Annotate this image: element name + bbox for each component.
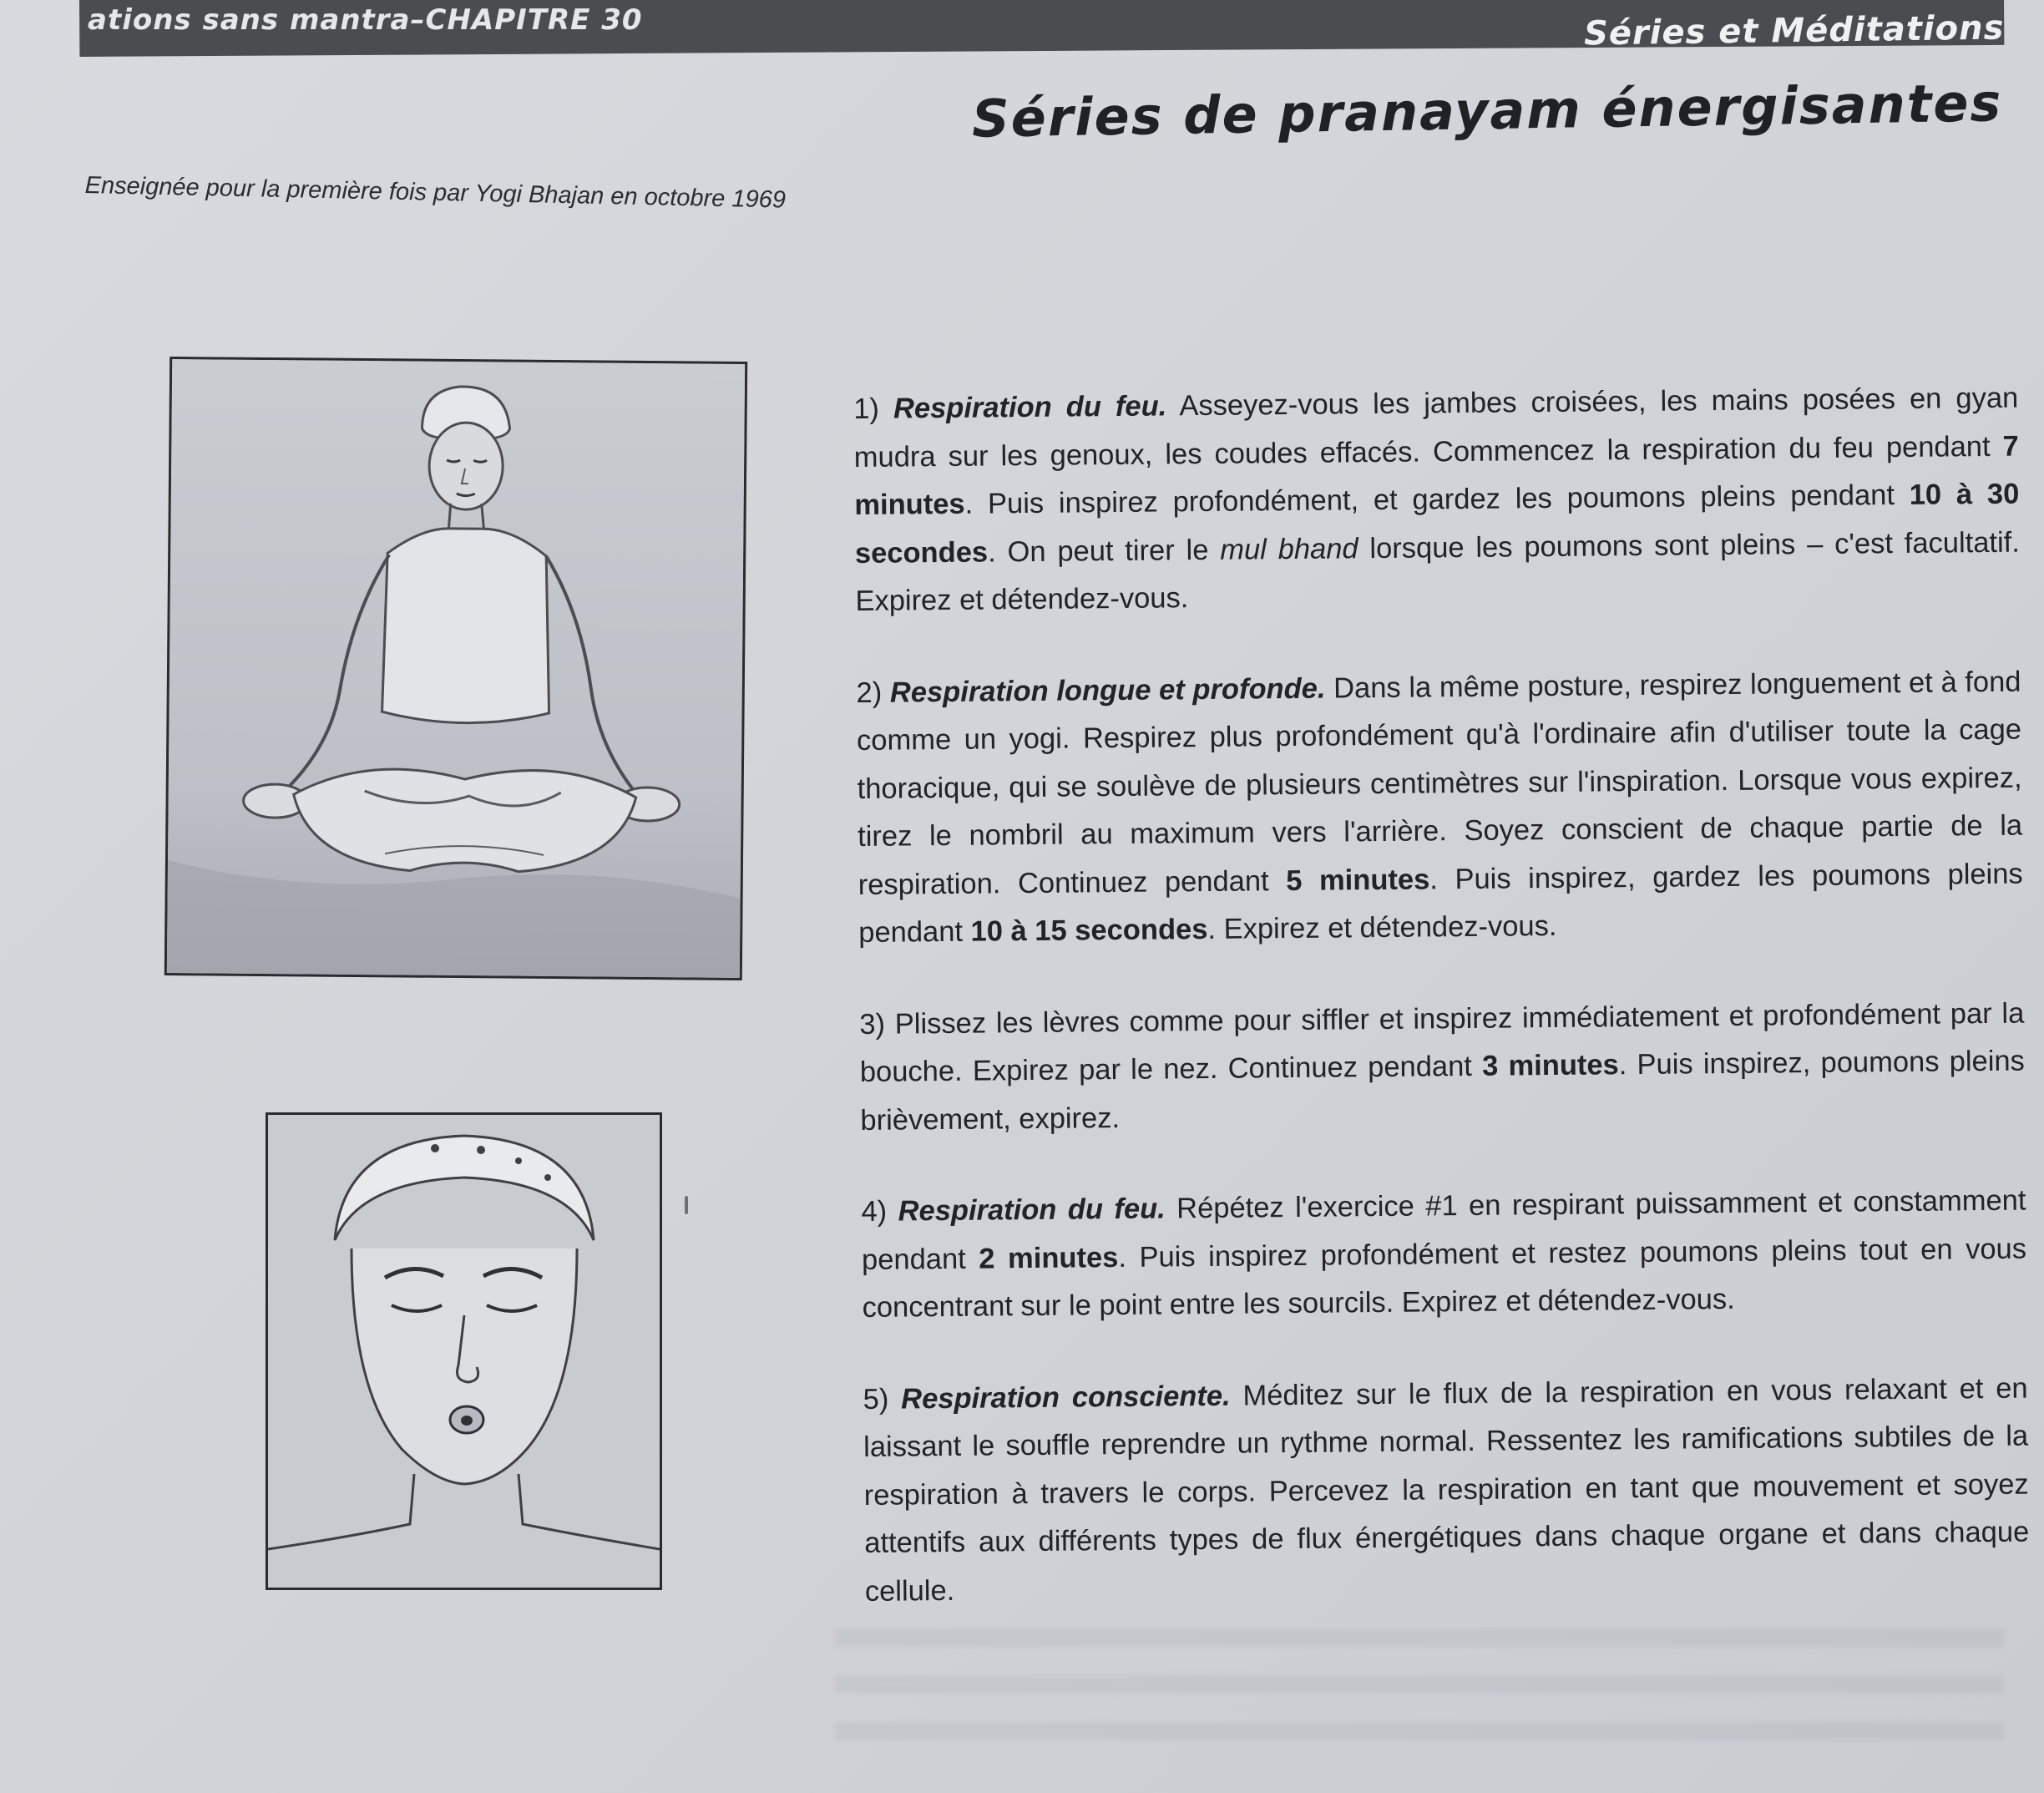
step-text: . Puis inspirez, gardez les poumons pleins pendant <box>858 858 2023 949</box>
duration: 5 minutes <box>1286 863 1430 897</box>
chapter-header: ations sans mantra–CHAPITRE 30 <box>88 3 643 37</box>
step-text: Plissez les lèvres comme pour siffler et inspirez immédiatement et profondément par la bouche. Expirez par le nez. Continuez pendant <box>859 997 2025 1088</box>
step-title: Respiration consciente. <box>901 1380 1231 1416</box>
duration: 2 minutes <box>979 1241 1119 1275</box>
step-text: lorsque les poumons sont pleins – c'est facultatif. Expirez et détendez-vous. <box>855 526 2021 617</box>
step-text: . Expirez et détendez-vous. <box>1207 909 1557 945</box>
step-4 <box>861 1178 2027 1333</box>
step-text: . Puis inspirez, poumons pleins brièvement, expirez. <box>860 1045 2025 1137</box>
section-header: Séries et Méditations <box>1583 8 2005 53</box>
page-subtitle: Enseignée pour la première fois par Yogi Bhajan en octobre 1969 <box>84 172 787 214</box>
step-text: . Puis inspirez profondément, et gardez les poumons pleins pendant <box>964 479 1910 520</box>
stray-mark <box>685 1196 688 1214</box>
show-through-text <box>835 1628 2004 1762</box>
step-1 <box>853 375 2021 626</box>
step-3 <box>859 990 2026 1145</box>
step-text: . On peut tirer le <box>987 534 1221 568</box>
step-number: 2) <box>856 676 883 709</box>
duration: 7 minutes <box>854 430 2019 521</box>
seated-figure-drawing <box>167 359 745 978</box>
step-title: Respiration longue et profonde. <box>889 672 1326 709</box>
page-title: Séries de pranayam énergisantes <box>971 72 2003 149</box>
term: mul bhand <box>1220 532 1358 566</box>
step-title: Respiration du feu. <box>893 390 1167 425</box>
steps-list <box>853 375 2031 1659</box>
step-5 <box>863 1365 2030 1616</box>
pursed-lips-illustration <box>266 1112 662 1590</box>
step-title: Respiration du feu. <box>898 1193 1166 1228</box>
face-drawing <box>268 1115 660 1588</box>
step-text: . Puis inspirez profondément et restez poumons pleins tout en vous concentrant sur le point entre les sourcils. Expirez et détendez-vous. <box>862 1233 2027 1324</box>
step-number: 1) <box>853 393 880 425</box>
duration: 3 minutes <box>1481 1049 1619 1082</box>
seated-posture-illustration <box>164 357 747 980</box>
step-text: Asseyez-vous les jambes croisées, les mains posées en gyan mudra sur les genoux, les coudes effacés. Commencez la respiration du feu pendant <box>853 382 2019 474</box>
duration: 10 à 30 secondes <box>854 478 2020 570</box>
step-text: Dans la même posture, respirez longuement et à fond comme un yogi. Respirez plus profondément qu'à l'ordinaire afin d'utiliser toute la cage thoracique, qui se soulève de plusieurs centimètres sur l'inspiration. Lorsque vous expirez, tirez le nombril au maximum vers l'arrière. Soyez conscient de chaque partie de la respiration. Continuez pendant <box>856 666 2023 901</box>
step-number: 4) <box>861 1195 888 1228</box>
step-number: 3) <box>859 1008 886 1041</box>
step-2 <box>856 658 2023 957</box>
step-text: Méditez sur le flux de la respiration en vous relaxant et en laissant le souffle reprendre un rythme normal. Ressentez les ramifications subtiles de la respiration à travers le corps. Percevez la respiration en tant que mouvement et soyez attentifs aux différents types de flux énergétiques dans chaque organe et dans chaque cellule. <box>863 1372 2030 1608</box>
duration: 10 à 15 secondes <box>970 913 1208 948</box>
step-number: 5) <box>863 1383 889 1416</box>
step-text: Répétez l'exercice #1 en respirant puissamment et constamment pendant <box>861 1184 2026 1276</box>
